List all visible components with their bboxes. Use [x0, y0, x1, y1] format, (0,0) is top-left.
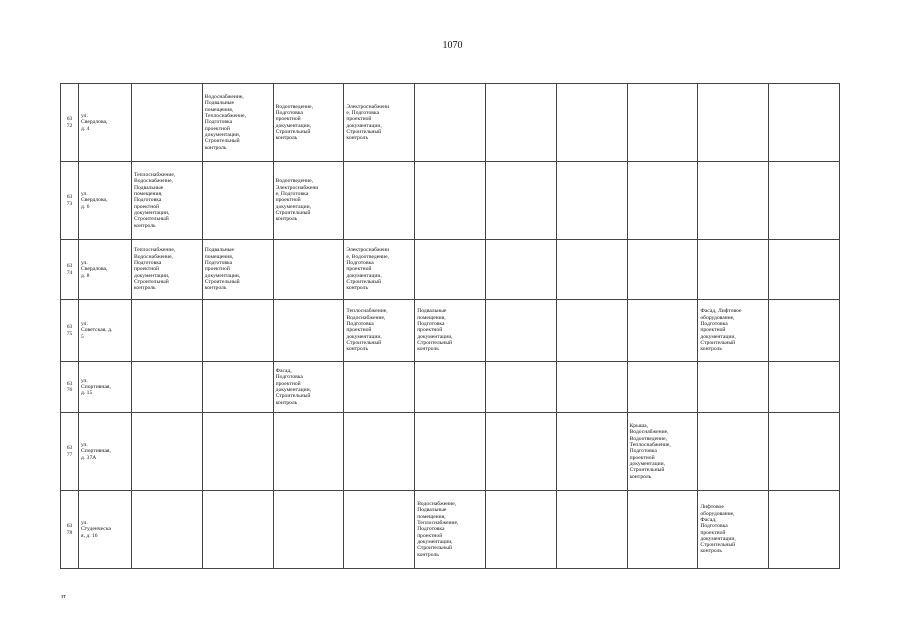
row-number-cell: 63 72	[61, 84, 79, 162]
work-type-cell: Электроснабжени е, Подготовка проектной документации, Строительный контроль	[344, 84, 415, 162]
row-number-cell: 63 75	[61, 300, 79, 362]
work-type-cell	[556, 362, 627, 413]
work-type-cell: Водоснабжение, Подвальные помещения, Теплоснабжение, Подготовка проектной документации, Строительный контроль	[415, 491, 486, 569]
work-type-cell	[273, 491, 344, 569]
table-row	[61, 362, 840, 413]
work-type-cell: Водоснабжение, Подвальные помещения, Теплоснабжение, Подготовка проектной документации, Строительный контроль	[202, 84, 273, 162]
row-number-cell: 63 77	[61, 413, 79, 491]
work-type-cell	[344, 491, 415, 569]
repair-schedule-table	[60, 83, 840, 569]
work-type-cell	[769, 491, 840, 569]
work-type-cell	[202, 413, 273, 491]
row-number-cell: 63 73	[61, 162, 79, 240]
work-type-cell	[273, 240, 344, 300]
work-type-cell	[202, 491, 273, 569]
work-type-cell	[556, 300, 627, 362]
table-row	[61, 300, 840, 362]
work-type-cell	[627, 362, 698, 413]
address-cell: ул. Советская, д. 5	[79, 300, 132, 362]
work-type-cell	[202, 162, 273, 240]
address-cell: ул. Спортивная, д. 15	[79, 362, 132, 413]
work-type-cell: Крыша, Водоснабжение, Водоотведение, Теплоснабжение, Подготовка проектной документации, Строительный контроль	[627, 413, 698, 491]
work-type-cell	[415, 413, 486, 491]
work-type-cell	[627, 300, 698, 362]
work-type-cell: Теплоснабжение, Водоснабжение, Подвальные помещения, Подготовка проектной документации, Строительный контроль	[132, 162, 203, 240]
work-type-cell	[627, 240, 698, 300]
work-type-cell	[485, 362, 556, 413]
work-type-cell	[415, 84, 486, 162]
work-type-cell: Подвальные помещения, Подготовка проектной документации, Строительный контроль	[202, 240, 273, 300]
work-type-cell	[556, 84, 627, 162]
work-type-cell: Лифтовое оборудование, Фасад, Подготовка проектной документации, Строительный контроль	[698, 491, 769, 569]
row-number-cell: 63 74	[61, 240, 79, 300]
work-type-cell	[698, 84, 769, 162]
work-type-cell	[769, 84, 840, 162]
work-type-cell	[344, 413, 415, 491]
work-type-cell	[202, 300, 273, 362]
work-type-cell	[627, 491, 698, 569]
work-type-cell	[556, 413, 627, 491]
work-type-cell: Фасад, Лифтовое оборудование, Подготовка проектной документации, Строительный контроль	[698, 300, 769, 362]
work-type-cell	[556, 491, 627, 569]
work-type-cell	[485, 162, 556, 240]
work-type-cell	[485, 491, 556, 569]
work-type-cell	[698, 362, 769, 413]
work-type-cell	[273, 413, 344, 491]
work-type-cell	[485, 240, 556, 300]
work-type-cell	[698, 240, 769, 300]
work-type-cell	[344, 162, 415, 240]
address-cell: ул. Свердлова, д. 4	[79, 84, 132, 162]
work-type-cell	[415, 240, 486, 300]
work-type-cell	[132, 413, 203, 491]
work-type-cell	[485, 413, 556, 491]
work-type-cell	[769, 300, 840, 362]
table-row	[61, 491, 840, 569]
row-number-cell: 63 78	[61, 491, 79, 569]
work-type-cell	[698, 413, 769, 491]
work-type-cell	[556, 240, 627, 300]
work-type-cell	[698, 162, 769, 240]
work-type-cell: Водоотведение, Подготовка проектной документации, Строительный контроль	[273, 84, 344, 162]
row-number-cell: 63 76	[61, 362, 79, 413]
page-number: 1070	[442, 40, 463, 51]
work-type-cell	[485, 84, 556, 162]
work-type-cell	[202, 362, 273, 413]
work-type-cell: Подвальные помещения, Подготовка проектной документации, Строительный контроль	[415, 300, 486, 362]
address-cell: ул. Студенческа я, д. 16	[79, 491, 132, 569]
table-row	[61, 413, 840, 491]
address-cell: ул. Свердлова, д. 8	[79, 240, 132, 300]
work-type-cell	[132, 362, 203, 413]
work-type-cell	[132, 300, 203, 362]
footer-mark: зт	[61, 594, 66, 600]
work-type-cell	[769, 162, 840, 240]
work-type-cell	[415, 162, 486, 240]
work-type-cell	[627, 162, 698, 240]
work-type-cell	[415, 362, 486, 413]
work-type-cell: Теплоснабжение, Водоснабжение, Подготовка проектной документации, Строительный контроль	[132, 240, 203, 300]
work-type-cell	[344, 362, 415, 413]
work-type-cell	[769, 362, 840, 413]
work-type-cell	[556, 162, 627, 240]
table-row	[61, 162, 840, 240]
table-row	[61, 84, 840, 162]
work-type-cell	[273, 300, 344, 362]
work-type-cell	[627, 84, 698, 162]
work-type-cell	[769, 413, 840, 491]
work-type-cell	[132, 491, 203, 569]
work-type-cell: Фасад, Подготовка проектной документации, Строительный контроль	[273, 362, 344, 413]
work-type-cell: Водоотведение, Электроснабжени е, Подготовка проектной документации, Строительный контроль	[273, 162, 344, 240]
work-type-cell: Теплоснабжение, Водоснабжение, Подготовка проектной документации, Строительный контроль	[344, 300, 415, 362]
work-type-cell	[132, 84, 203, 162]
address-cell: ул. Спортивная, д. 37А	[79, 413, 132, 491]
address-cell: ул. Свердлова, д. 6	[79, 162, 132, 240]
work-type-cell	[485, 300, 556, 362]
work-type-cell: Электроснабжени е, Водоотведение, Подготовка проектной документации, Строительный контроль	[344, 240, 415, 300]
table-row	[61, 240, 840, 300]
work-type-cell	[769, 240, 840, 300]
